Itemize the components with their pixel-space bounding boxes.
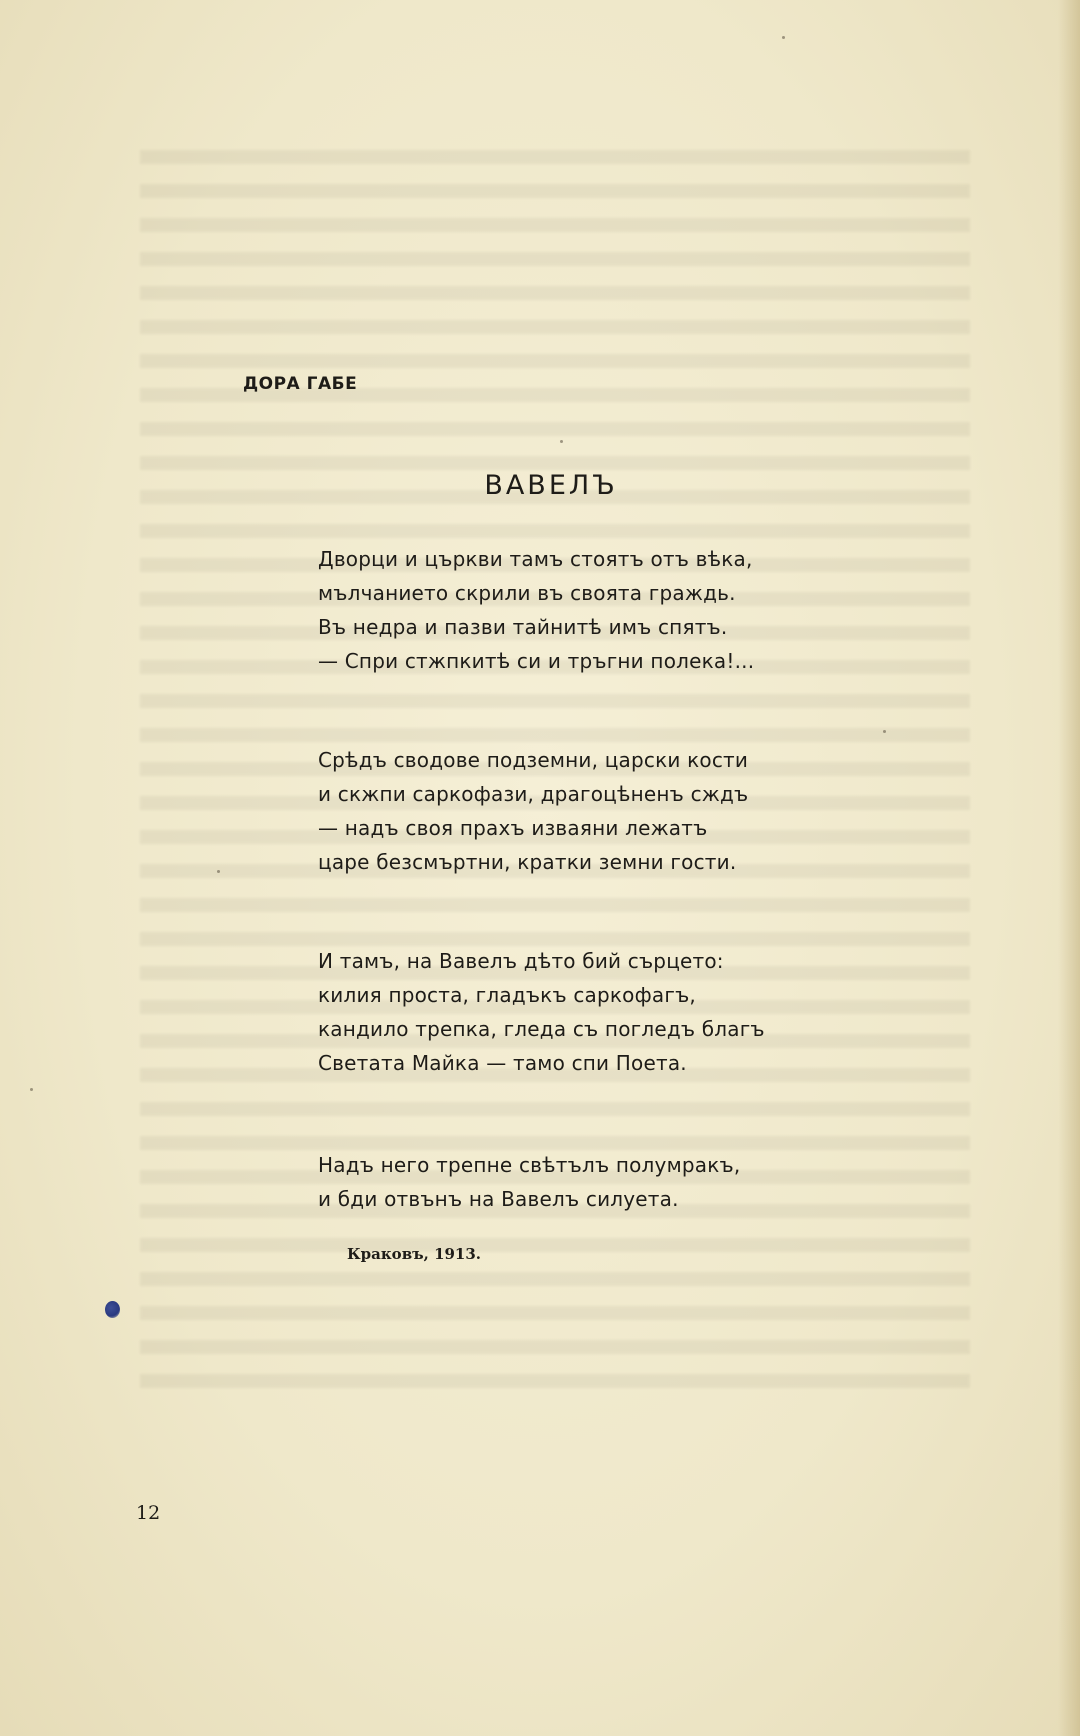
paper-speck	[560, 440, 563, 443]
ink-spot	[105, 1301, 120, 1318]
paper-speck	[883, 730, 886, 733]
author-name: ДОРА ГАБЕ	[243, 374, 358, 394]
verse-line: Надъ него трепне свѣтълъ полумракъ,	[318, 1153, 741, 1177]
verse-line: — надъ своя прахъ изваяни лежатъ	[318, 816, 708, 840]
verse-line: мълчанието скрили въ своята граждь.	[318, 581, 736, 605]
poem-title: ВАВЕЛЪ	[484, 470, 618, 501]
page-edge-shadow	[1058, 0, 1080, 1736]
verse-line: и скжпи саркофази, драгоцѣненъ сждъ	[318, 782, 749, 806]
paper-speck	[217, 870, 220, 873]
stanza-4	[318, 1148, 740, 1216]
verse-line: Въ недра и пазви тайнитѣ имъ спятъ.	[318, 615, 728, 639]
verse-line: и бди отвънъ на Вавелъ силуета.	[318, 1187, 679, 1211]
page-number: 12	[136, 1502, 161, 1524]
verse-line: Срѣдъ сводове подземни, царски кости	[318, 748, 749, 772]
verse-line: Дворци и църкви тамъ стоятъ отъ вѣка,	[318, 547, 753, 571]
verse-line: царе безсмъртни, кратки земни гости.	[318, 850, 737, 874]
place-and-date: Краковъ, 1913.	[347, 1245, 482, 1263]
paper-speck	[782, 36, 785, 39]
stanza-3	[318, 944, 765, 1080]
stanza-2	[318, 743, 748, 879]
verse-line: Светата Майка — тамо спи Поета.	[318, 1051, 687, 1075]
verse-line: И тамъ, на Вавелъ дѣто бий сърцето:	[318, 949, 724, 973]
verse-line: кандило трепка, гледа съ погледъ благъ	[318, 1017, 765, 1041]
stanza-1	[318, 542, 754, 678]
verse-line: килия проста, гладъкъ саркофагъ,	[318, 983, 696, 1007]
paper-speck	[30, 1088, 33, 1091]
verse-line: — Спри стжпкитѣ си и тръгни полека!...	[318, 649, 755, 673]
